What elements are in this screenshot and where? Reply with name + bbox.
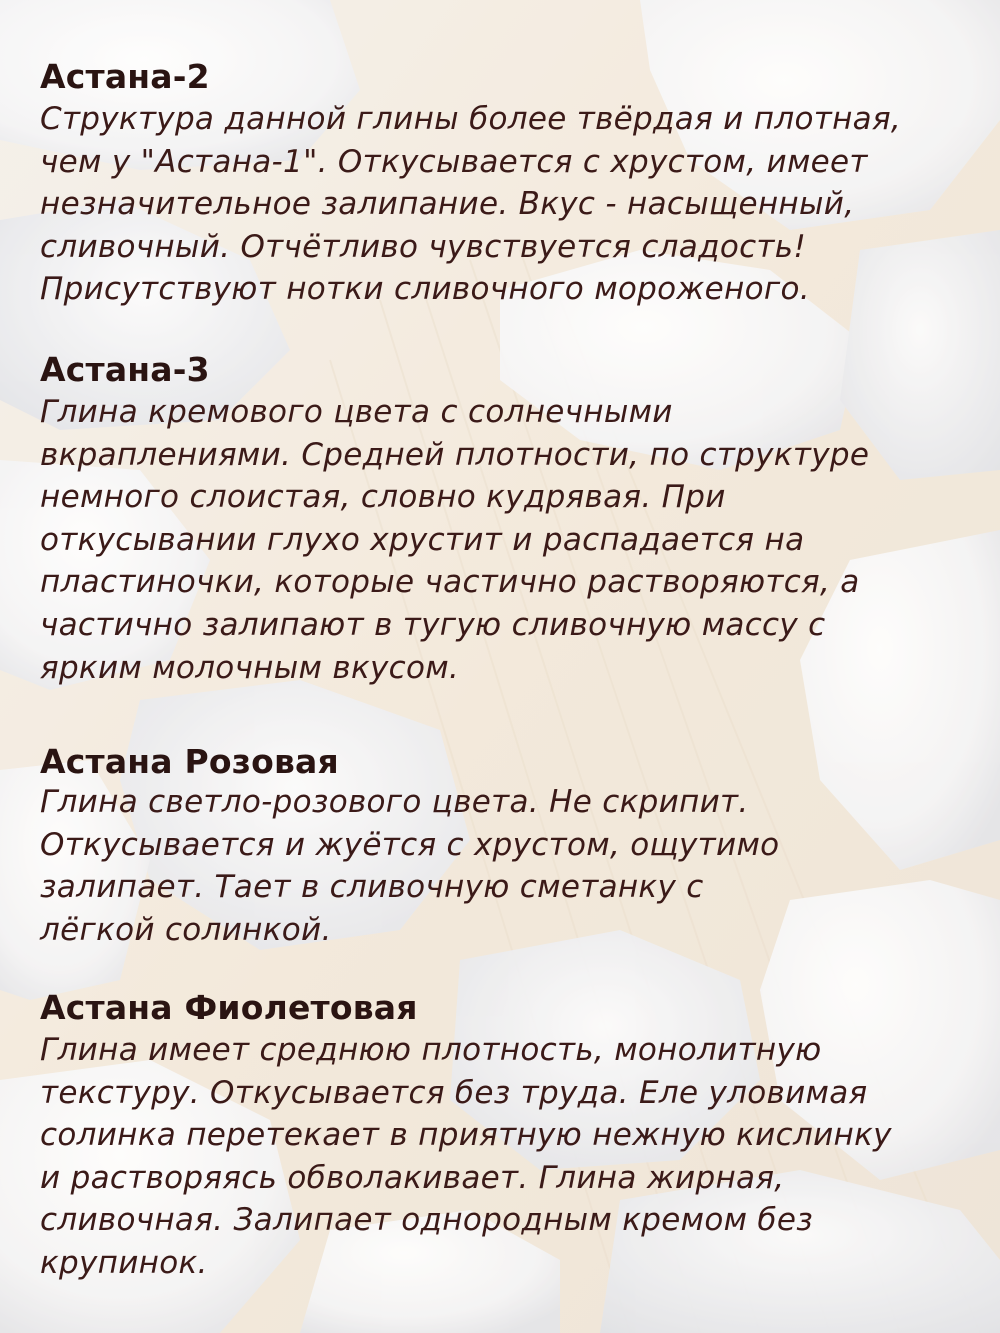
section-title: Астана Фиолетовая bbox=[40, 988, 418, 1027]
description-line: немного слоистая, словно кудрявая. При bbox=[40, 479, 726, 516]
description-line: Откусывается и жуётся с хрустом, ощутимо bbox=[40, 826, 780, 863]
description-line: Глина кремового цвета с солнечными bbox=[40, 394, 673, 430]
section-astana-fioletovaya bbox=[40, 988, 970, 1285]
description-line: крупинок. bbox=[40, 1244, 208, 1281]
section-title: Астана-3 bbox=[40, 350, 210, 389]
section-description bbox=[40, 98, 970, 311]
description-line: текстуру. Откусывается без труда. Еле уловимая bbox=[40, 1074, 868, 1111]
description-line: откусывании глухо хрустит и распадается на bbox=[40, 521, 805, 558]
description-line: Глина светло-розового цвета. Не скрипит. bbox=[40, 784, 749, 820]
description-line: частично залипают в тугую сливочную массу с bbox=[40, 606, 826, 643]
section-description bbox=[40, 1029, 970, 1285]
description-line: лёгкой солинкой. bbox=[40, 911, 332, 948]
section-description bbox=[40, 391, 970, 689]
description-line: Присутствуют нотки сливочного мороженого. bbox=[40, 271, 810, 308]
section-title: Астана Розовая bbox=[40, 742, 339, 781]
section-astana-rozovaya bbox=[40, 742, 970, 951]
description-line: солинка перетекает в приятную нежную кислинку bbox=[40, 1117, 892, 1154]
section-astana-2 bbox=[40, 57, 970, 311]
description-line: пластиночки, которые частично растворяются, а bbox=[40, 564, 860, 601]
description-line: сливочный. Отчётливо чувствуется сладость! bbox=[40, 228, 807, 265]
description-line: незначительное залипание. Вкус - насыщенный, bbox=[40, 186, 855, 223]
description-line: сливочная. Залипает однородным кремом без bbox=[40, 1202, 813, 1239]
description-line: чем у "Астана-1". Откусывается с хрустом, имеет bbox=[40, 143, 868, 180]
description-line: Глина имеет среднюю плотность, монолитную bbox=[40, 1032, 822, 1068]
description-line: Структура данной глины более твёрдая и плотная, bbox=[40, 101, 902, 137]
description-line: ярким молочным вкусом. bbox=[40, 649, 460, 686]
description-line: залипает. Тает в сливочную сметанку с bbox=[40, 869, 704, 906]
description-line: вкраплениями. Средней плотности, по структуре bbox=[40, 436, 870, 473]
section-title: Астана-2 bbox=[40, 57, 210, 96]
description-line: и растворяясь обволакивает. Глина жирная, bbox=[40, 1159, 785, 1196]
section-description bbox=[40, 781, 970, 951]
section-astana-3 bbox=[40, 350, 970, 689]
